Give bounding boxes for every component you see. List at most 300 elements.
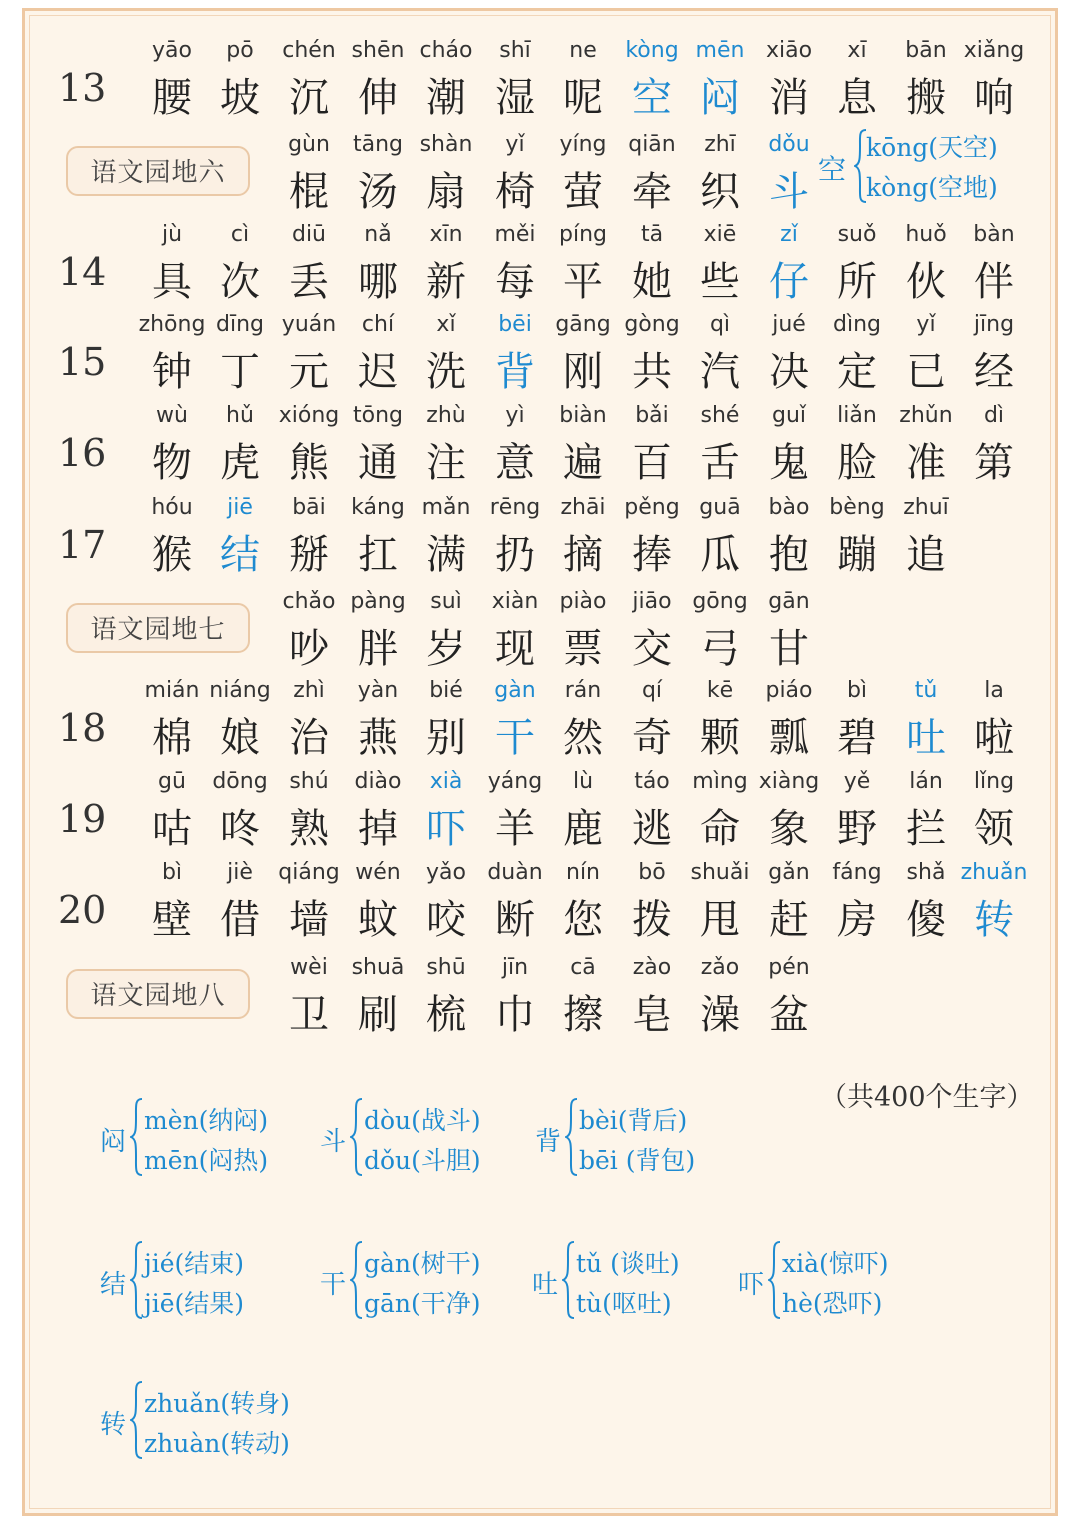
polyphone-reading: tù(呕吐) xyxy=(576,1289,672,1318)
pinyin: qí xyxy=(641,678,663,703)
char-cell xyxy=(549,403,617,486)
hanzi: 盆 xyxy=(769,992,809,1038)
pinyin: yáng xyxy=(487,769,543,794)
char-cell xyxy=(549,312,617,395)
lesson-row xyxy=(0,38,1080,121)
pinyin: cháo xyxy=(419,38,473,63)
char-cell xyxy=(686,403,754,486)
char-cell xyxy=(960,403,1028,486)
lesson-number: 18 xyxy=(58,706,107,750)
char-cell xyxy=(206,769,274,852)
hanzi: 借 xyxy=(220,897,260,943)
pinyin: gāng xyxy=(555,312,611,337)
pinyin: zhù xyxy=(426,403,466,428)
char-cell xyxy=(686,132,754,215)
pinyin: hóu xyxy=(151,495,193,520)
pinyin: qiān xyxy=(628,132,676,157)
hanzi: 空 xyxy=(632,75,672,121)
hanzi: 伙 xyxy=(906,259,946,305)
hanzi: 颗 xyxy=(700,715,740,761)
pinyin: zhì xyxy=(293,678,325,703)
brace-icon xyxy=(130,1240,144,1320)
hanzi: 碧 xyxy=(837,715,877,761)
char-cell xyxy=(960,860,1028,943)
pinyin: yíng xyxy=(559,132,607,157)
hanzi: 响 xyxy=(974,75,1014,121)
pinyin: xióng xyxy=(278,403,340,428)
pinyin: bié xyxy=(429,678,463,703)
hanzi: 消 xyxy=(769,75,809,121)
pinyin: xiē xyxy=(703,222,737,247)
pinyin: zhuī xyxy=(903,495,949,520)
hanzi: 湿 xyxy=(495,75,535,121)
pinyin: shǎ xyxy=(906,860,946,885)
char-cell xyxy=(686,955,754,1038)
polyphone-reading: zhuǎn(转身) xyxy=(144,1389,290,1418)
hanzi: 房 xyxy=(837,897,877,943)
char-cell xyxy=(206,38,274,121)
polyphone-reading: bèi(背后) xyxy=(579,1106,688,1135)
pinyin: duàn xyxy=(487,860,543,885)
hanzi: 通 xyxy=(358,440,398,486)
pinyin: jù xyxy=(161,222,183,247)
hanzi: 然 xyxy=(563,715,603,761)
hanzi: 擦 xyxy=(563,992,603,1038)
char-cell xyxy=(275,860,343,943)
lesson-row xyxy=(0,678,1080,761)
lesson-number: 13 xyxy=(58,66,107,110)
pinyin: gǎn xyxy=(768,860,810,885)
pinyin: guā xyxy=(699,495,741,520)
char-cell xyxy=(960,769,1028,852)
inline-polyphone-kong xyxy=(818,128,1018,208)
hanzi: 牵 xyxy=(632,169,672,215)
hanzi: 经 xyxy=(974,349,1014,395)
char-cell xyxy=(686,495,754,578)
pinyin: gòng xyxy=(624,312,680,337)
pinyin: zǎo xyxy=(700,955,740,980)
lesson-number: 16 xyxy=(58,431,107,475)
char-cell xyxy=(412,589,480,672)
hanzi: 蹦 xyxy=(837,532,877,578)
brace-icon xyxy=(130,1380,144,1460)
hanzi: 定 xyxy=(837,349,877,395)
hanzi: 干 xyxy=(495,715,535,761)
pinyin: suǒ xyxy=(837,222,877,247)
pinyin: zhāi xyxy=(560,495,606,520)
pinyin: qì xyxy=(709,312,731,337)
hanzi: 意 xyxy=(495,440,535,486)
pinyin: xià xyxy=(429,769,463,794)
polyphone-char: 斗 xyxy=(320,1127,347,1157)
pinyin: ne xyxy=(569,38,597,63)
hanzi: 每 xyxy=(495,259,535,305)
hanzi: 岁 xyxy=(426,626,466,672)
char-cell xyxy=(892,495,960,578)
hanzi: 咬 xyxy=(426,897,466,943)
brace-icon xyxy=(130,1097,144,1177)
pinyin: diū xyxy=(291,222,327,247)
pinyin: shū xyxy=(426,955,466,980)
pinyin: xīn xyxy=(429,222,463,247)
hanzi: 脸 xyxy=(837,440,877,486)
pinyin: yuán xyxy=(281,312,337,337)
hanzi: 抱 xyxy=(769,532,809,578)
pinyin: tǔ xyxy=(914,678,938,703)
pinyin: shàn xyxy=(419,132,473,157)
hanzi: 熟 xyxy=(289,806,329,852)
hanzi: 伸 xyxy=(358,75,398,121)
pinyin: bì xyxy=(161,860,183,885)
hanzi: 汽 xyxy=(700,349,740,395)
char-cell xyxy=(412,132,480,215)
polyphone-reading: zhuàn(转动) xyxy=(144,1429,290,1458)
hanzi: 鬼 xyxy=(769,440,809,486)
pinyin: yě xyxy=(843,769,871,794)
lesson-row xyxy=(0,769,1080,852)
pinyin: zhī xyxy=(704,132,736,157)
pinyin: tāng xyxy=(352,132,403,157)
char-cell xyxy=(549,860,617,943)
pinyin: lù xyxy=(572,769,594,794)
hanzi: 墙 xyxy=(289,897,329,943)
polyphone-reading: dǒu(斗胆) xyxy=(364,1146,481,1175)
char-cell xyxy=(823,495,891,578)
hanzi: 捧 xyxy=(632,532,672,578)
hanzi: 丢 xyxy=(289,259,329,305)
hanzi: 钟 xyxy=(152,349,192,395)
pinyin: shuǎi xyxy=(690,860,750,885)
pinyin: lǐng xyxy=(973,769,1015,794)
hanzi: 准 xyxy=(906,440,946,486)
pinyin: jiè xyxy=(227,860,253,885)
hanzi: 甘 xyxy=(769,626,809,672)
char-cell xyxy=(412,403,480,486)
hanzi: 巾 xyxy=(495,992,535,1038)
pinyin: nǎ xyxy=(364,222,392,247)
hanzi: 票 xyxy=(563,626,603,672)
inline-polyphone-reading-a: kōng(天空) xyxy=(866,133,998,162)
pinyin: shī xyxy=(499,38,531,63)
pinyin: bēi xyxy=(498,312,532,337)
hanzi: 鹿 xyxy=(563,806,603,852)
char-cell xyxy=(686,589,754,672)
hanzi: 闷 xyxy=(700,75,740,121)
pinyin: dìng xyxy=(833,312,881,337)
pinyin: pén xyxy=(768,955,810,980)
char-cell xyxy=(275,38,343,121)
char-cell xyxy=(755,955,823,1038)
hanzi: 转 xyxy=(974,897,1014,943)
lesson-row xyxy=(0,403,1080,486)
hanzi: 追 xyxy=(906,532,946,578)
pinyin: yì xyxy=(505,403,525,428)
hanzi: 次 xyxy=(220,259,260,305)
char-cell xyxy=(823,403,891,486)
hanzi: 咚 xyxy=(220,806,260,852)
char-cell xyxy=(960,222,1028,305)
char-cell xyxy=(960,38,1028,121)
pinyin: gān xyxy=(768,589,810,614)
pinyin: yāo xyxy=(152,38,192,63)
hanzi: 澡 xyxy=(700,992,740,1038)
char-cell xyxy=(755,589,823,672)
hanzi: 呢 xyxy=(563,75,603,121)
hanzi: 卫 xyxy=(289,992,329,1038)
hanzi: 搬 xyxy=(906,75,946,121)
hanzi: 潮 xyxy=(426,75,466,121)
polyphone-group xyxy=(535,1095,755,1185)
char-cell xyxy=(549,589,617,672)
char-cell xyxy=(412,38,480,121)
hanzi: 她 xyxy=(632,259,672,305)
char-cell xyxy=(549,678,617,761)
pinyin: jīn xyxy=(501,955,529,980)
hanzi: 拦 xyxy=(906,806,946,852)
lesson-number: 17 xyxy=(58,523,107,567)
hanzi: 仔 xyxy=(769,259,809,305)
lesson-row xyxy=(0,495,1080,578)
hanzi: 些 xyxy=(700,259,740,305)
pinyin: pěng xyxy=(624,495,680,520)
char-cell xyxy=(755,132,823,215)
hanzi: 掰 xyxy=(289,532,329,578)
hanzi: 傻 xyxy=(906,897,946,943)
polyphone-reading: dòu(战斗) xyxy=(364,1106,481,1135)
pinyin: yǎo xyxy=(426,860,466,885)
pinyin: bō xyxy=(638,860,666,885)
polyphone-reading: jié(结束) xyxy=(144,1249,245,1278)
char-cell xyxy=(412,312,480,395)
pinyin: mēn xyxy=(695,38,745,63)
hanzi: 伴 xyxy=(974,259,1014,305)
char-cell xyxy=(686,769,754,852)
char-cell xyxy=(686,860,754,943)
hanzi: 摘 xyxy=(563,532,603,578)
hanzi: 第 xyxy=(974,440,1014,486)
char-cell xyxy=(960,678,1028,761)
polyphone-reading: jiē(结果) xyxy=(144,1289,245,1318)
pinyin: rēng xyxy=(489,495,541,520)
pinyin: diào xyxy=(354,769,402,794)
hanzi: 象 xyxy=(769,806,809,852)
char-cell xyxy=(823,769,891,852)
pinyin: hǔ xyxy=(226,403,254,428)
yuandi-label: 语文园地六 xyxy=(66,146,250,196)
pinyin: měi xyxy=(494,222,536,247)
hanzi: 瓜 xyxy=(700,532,740,578)
char-cell xyxy=(823,312,891,395)
hanzi: 物 xyxy=(152,440,192,486)
pinyin: dōng xyxy=(212,769,268,794)
hanzi: 织 xyxy=(700,169,740,215)
pinyin: yàn xyxy=(357,678,399,703)
hanzi: 弓 xyxy=(700,626,740,672)
pinyin: gùn xyxy=(288,132,330,157)
char-cell xyxy=(206,312,274,395)
pinyin: zǐ xyxy=(780,222,798,247)
hanzi: 元 xyxy=(289,349,329,395)
pinyin: bào xyxy=(768,495,810,520)
pinyin: fáng xyxy=(832,860,882,885)
hanzi: 已 xyxy=(906,349,946,395)
pinyin: dǒu xyxy=(768,132,810,157)
hanzi: 胖 xyxy=(358,626,398,672)
hanzi: 瓢 xyxy=(769,715,809,761)
pinyin: tōng xyxy=(353,403,403,428)
pinyin: nín xyxy=(566,860,600,885)
brace-icon xyxy=(350,1097,364,1177)
pinyin: guǐ xyxy=(771,403,807,428)
polyphone-group xyxy=(100,1238,320,1328)
pinyin: la xyxy=(984,678,1004,703)
pinyin: dīng xyxy=(216,312,264,337)
hanzi: 交 xyxy=(632,626,672,672)
pinyin: wù xyxy=(156,403,188,428)
inline-polyphone-char: 空 xyxy=(818,153,847,186)
pinyin: zhuǎn xyxy=(960,860,1028,885)
hanzi: 汤 xyxy=(358,169,398,215)
lesson-number: 20 xyxy=(58,888,107,932)
hanzi: 棍 xyxy=(289,169,329,215)
hanzi: 领 xyxy=(974,806,1014,852)
pinyin: jiē xyxy=(227,495,253,520)
pinyin: píng xyxy=(559,222,607,247)
hanzi: 猴 xyxy=(152,532,192,578)
pinyin: zhǔn xyxy=(899,403,953,428)
pinyin: rán xyxy=(564,678,602,703)
hanzi: 迟 xyxy=(358,349,398,395)
pinyin: chǎo xyxy=(282,589,336,614)
polyphone-reading: mèn(纳闷) xyxy=(144,1106,269,1135)
hanzi: 扛 xyxy=(358,532,398,578)
hanzi: 决 xyxy=(769,349,809,395)
polyphone-group xyxy=(320,1238,540,1328)
hanzi: 羊 xyxy=(495,806,535,852)
hanzi: 注 xyxy=(426,440,466,486)
hanzi: 丁 xyxy=(220,349,260,395)
char-cell xyxy=(275,222,343,305)
hanzi: 扔 xyxy=(495,532,535,578)
polyphone-char: 吐 xyxy=(532,1270,559,1300)
pinyin: bǎi xyxy=(635,403,669,428)
hanzi: 蚊 xyxy=(358,897,398,943)
pinyin: chí xyxy=(361,312,395,337)
hanzi: 具 xyxy=(152,259,192,305)
char-cell xyxy=(823,860,891,943)
hanzi: 遍 xyxy=(563,440,603,486)
hanzi: 赶 xyxy=(769,897,809,943)
pinyin: jīng xyxy=(973,312,1015,337)
hanzi: 息 xyxy=(837,75,877,121)
char-cell xyxy=(206,403,274,486)
pinyin: pō xyxy=(226,38,254,63)
char-cell xyxy=(275,495,343,578)
pinyin: bì xyxy=(846,678,868,703)
polyphone-char: 结 xyxy=(100,1270,127,1300)
char-cell xyxy=(206,495,274,578)
hanzi: 吐 xyxy=(906,715,946,761)
pinyin: xiāo xyxy=(765,38,813,63)
pinyin: shēn xyxy=(351,38,405,63)
char-cell xyxy=(823,38,891,121)
char-cell xyxy=(549,495,617,578)
hanzi: 斗 xyxy=(769,169,809,215)
pinyin: shé xyxy=(700,403,740,428)
brace-icon xyxy=(350,1240,364,1320)
hanzi: 沉 xyxy=(289,75,329,121)
hanzi: 百 xyxy=(632,440,672,486)
pinyin: jiāo xyxy=(632,589,672,614)
hanzi: 舌 xyxy=(700,440,740,486)
polyphone-reading: tǔ (谈吐) xyxy=(576,1249,680,1278)
pinyin: shú xyxy=(289,769,329,794)
pinyin: bān xyxy=(905,38,947,63)
pinyin: pàng xyxy=(350,589,406,614)
hanzi: 共 xyxy=(632,349,672,395)
hanzi: 断 xyxy=(495,897,535,943)
polyphone-reading: gān(干净) xyxy=(364,1289,481,1318)
hanzi: 所 xyxy=(837,259,877,305)
hanzi: 掉 xyxy=(358,806,398,852)
char-cell xyxy=(275,589,343,672)
char-cell xyxy=(960,312,1028,395)
hanzi: 新 xyxy=(426,259,466,305)
char-cell xyxy=(823,222,891,305)
lesson-number: 15 xyxy=(58,340,107,384)
polyphone-group xyxy=(100,1095,320,1185)
pinyin: wén xyxy=(355,860,401,885)
pinyin: xǐ xyxy=(436,312,456,337)
hanzi: 燕 xyxy=(358,715,398,761)
pinyin: gōng xyxy=(692,589,748,614)
polyphone-char: 转 xyxy=(100,1410,127,1440)
pinyin: biàn xyxy=(559,403,607,428)
pinyin: wèi xyxy=(290,955,328,980)
hanzi: 现 xyxy=(495,626,535,672)
hanzi: 棉 xyxy=(152,715,192,761)
hanzi: 坡 xyxy=(220,75,260,121)
pinyin: bāi xyxy=(292,495,326,520)
char-cell xyxy=(686,678,754,761)
total-count-note: （共400个生字） xyxy=(820,1082,1034,1113)
inline-polyphone-reading-b: kòng(空地) xyxy=(866,173,998,202)
polyphone-group xyxy=(532,1238,752,1328)
hanzi: 梳 xyxy=(426,992,466,1038)
pinyin: bàn xyxy=(973,222,1015,247)
char-cell xyxy=(275,769,343,852)
pinyin: liǎn xyxy=(837,403,877,428)
pinyin: qiáng xyxy=(278,860,340,885)
polyphone-reading: hè(恐吓) xyxy=(782,1289,883,1318)
pinyin: mìng xyxy=(692,769,748,794)
pinyin: mián xyxy=(144,678,200,703)
lesson-row xyxy=(0,860,1080,943)
pinyin: xiǎng xyxy=(963,38,1025,63)
hanzi: 哪 xyxy=(358,259,398,305)
hanzi: 您 xyxy=(563,897,603,943)
hanzi: 背 xyxy=(495,349,535,395)
hanzi: 刚 xyxy=(563,349,603,395)
pinyin: xī xyxy=(847,38,867,63)
hanzi: 甩 xyxy=(700,897,740,943)
pinyin: káng xyxy=(351,495,405,520)
polyphone-group xyxy=(320,1095,540,1185)
char-cell xyxy=(412,495,480,578)
char-cell xyxy=(412,222,480,305)
yuandi-label: 语文园地八 xyxy=(66,969,250,1019)
pinyin: chén xyxy=(282,38,336,63)
